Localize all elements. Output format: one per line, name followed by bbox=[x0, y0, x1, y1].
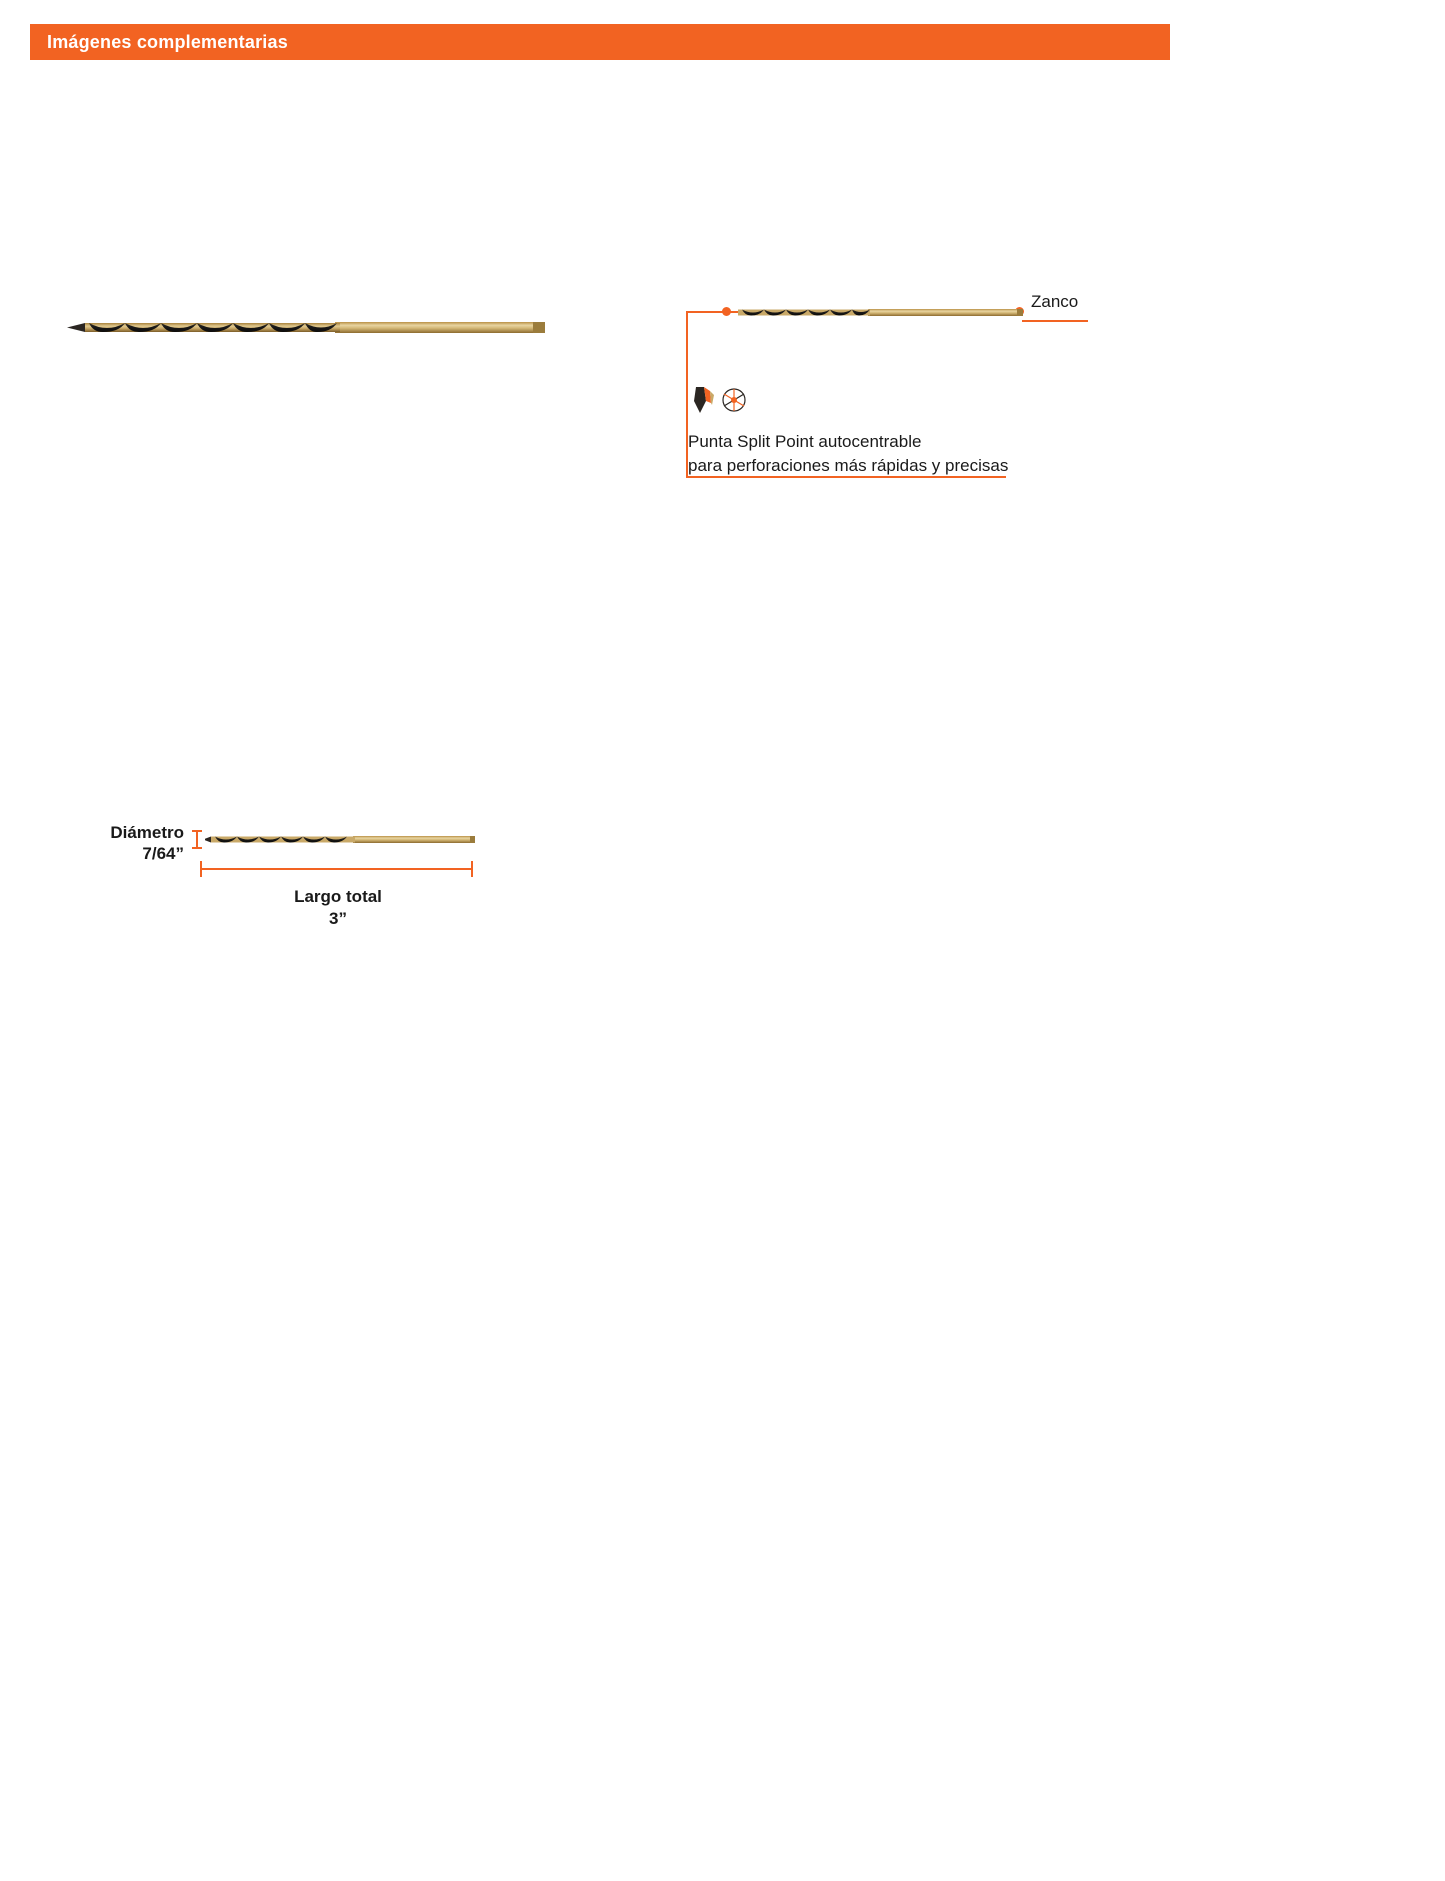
callout-description bbox=[688, 430, 1008, 478]
callout-dot-tip bbox=[722, 307, 731, 316]
diameter-label-block bbox=[100, 822, 184, 864]
diameter-label: Diámetro bbox=[110, 823, 184, 842]
callout-icon-group bbox=[690, 385, 750, 415]
drill-bit-callout-image bbox=[738, 303, 1023, 323]
total-length-cap-left bbox=[200, 861, 202, 877]
diameter-value: 7/64” bbox=[142, 844, 184, 863]
total-length-label: Largo total bbox=[294, 887, 382, 906]
zanco-label: Zanco bbox=[1031, 292, 1079, 311]
drill-bit-dimension-image bbox=[205, 831, 475, 849]
drill-bit-illustration-dim bbox=[205, 831, 475, 849]
zanco-leader-line bbox=[1022, 320, 1088, 322]
section-banner bbox=[30, 24, 1170, 60]
total-length-label-block bbox=[248, 886, 428, 930]
drill-bit-illustration-small bbox=[738, 303, 1023, 323]
total-length-dimension-line bbox=[200, 868, 473, 870]
drill-bit-main-image bbox=[45, 313, 545, 343]
total-length-cap-right bbox=[471, 861, 473, 877]
callout-description-line1: Punta Split Point autocentrable bbox=[688, 432, 922, 451]
split-point-tip-icon bbox=[690, 385, 750, 415]
callout-leader-top bbox=[686, 311, 742, 313]
section-title: Imágenes complementarias bbox=[47, 31, 288, 52]
total-length-value: 3” bbox=[329, 909, 347, 928]
diameter-cap-bottom bbox=[192, 847, 202, 849]
callout-description-line2: para perforaciones más rápidas y precisas bbox=[688, 456, 1009, 475]
drill-bit-illustration bbox=[45, 313, 545, 343]
diameter-cap-top bbox=[192, 830, 202, 832]
